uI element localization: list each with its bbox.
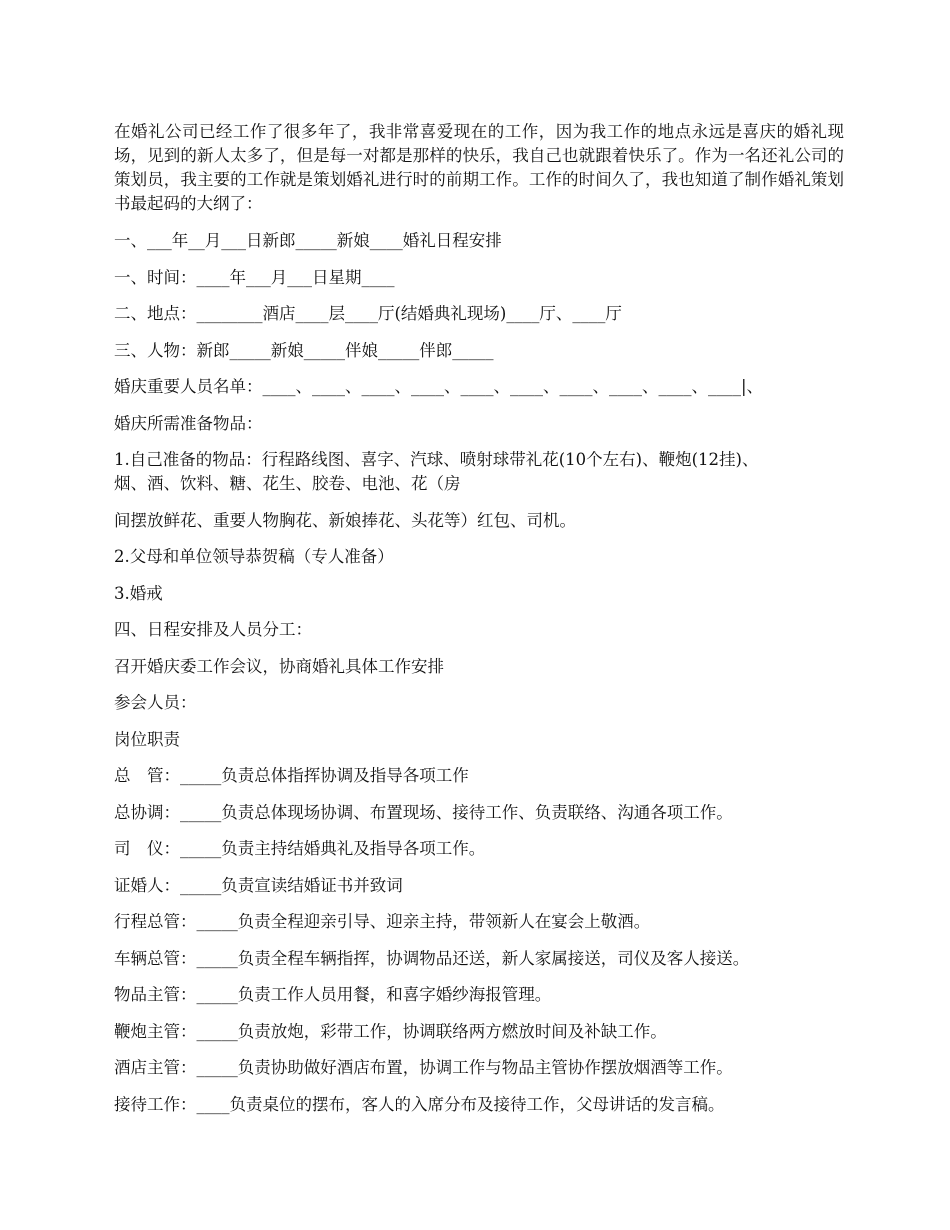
supplies-item-3: 3.婚戒 [114, 583, 163, 603]
supplies-item-1: 1.自己准备的物品：行程路线图、喜字、汽球、喷射球带礼花(10个左右)、鞭炮(12挂)、 [114, 450, 759, 469]
duty-firecracker-manager: 鞭炮主管：_____负责放炮，彩带工作，协调联络两方燃放时间及补缺工作。 [114, 1021, 667, 1041]
duty-host: 司 仪：_____负责主持结婚典礼及指导各项工作。 [114, 839, 486, 858]
time-line: 一、时间：____年___月___日星期____ [114, 267, 395, 287]
duty-witness: 证婚人：_____负责宣读结婚证书并致词 [114, 875, 403, 895]
document-page [114, 120, 844, 1129]
supplies-item-1-cont-2: 间摆放鲜花、重要人物胸花、新娘捧花、头花等）红包、司机。 [114, 510, 576, 530]
duty-hotel-manager: 酒店主管：_____负责协助做好酒店布置，协调工作与物品主管协作摆放烟酒等工作。 [114, 1058, 733, 1077]
duty-vehicle-manager: 车辆总管：_____负责全程车辆指挥，协调物品还送，新人家属接送，司仪及客人接送。 [114, 948, 750, 968]
duties-heading: 岗位职责 [114, 729, 180, 749]
meeting-line: 召开婚庆委工作会议，协商婚礼具体工作安排 [114, 656, 444, 676]
location-line: 二、地点：________酒店____层____厅(结婚典礼现场)____厅、____厅 [114, 304, 622, 323]
intro-paragraph: 在婚礼公司已经工作了很多年了，我非常喜爱现在的工作，因为我工作的地点永远是喜庆的婚礼现场，见到的新人太多了，但是每一对都是那样的快乐，我自己也就跟着快乐了。作为一名还礼公司的策划员，我主要的工作就是策划婚礼进行时的前期工作。工作的时间久了，我也知道了制作婚礼策划书最起码的大纲了： [114, 122, 844, 213]
people-line: 三、人物：新郎_____新娘_____伴娘_____伴郎_____ [114, 340, 494, 360]
section-four-heading: 四、日程安排及人员分工： [114, 620, 312, 639]
attendees-line: 参会人员： [114, 693, 197, 712]
duty-reception: 接待工作：____负责桌位的摆布，客人的入席分布及接待工作，父母讲话的发言稿。 [114, 1094, 725, 1114]
duty-supplies-manager: 物品主管：_____负责工作人员用餐，和喜字婚纱海报管理。 [114, 985, 552, 1004]
heading-schedule: 一、___年__月___日新郎_____新娘____婚礼日程安排 [114, 231, 502, 250]
key-personnel-line: 婚庆重要人员名单：____、____、____、____、____、____、____、____、____、____|、 [114, 377, 764, 396]
supplies-heading: 婚庆所需准备物品： [114, 413, 263, 433]
duty-itinerary-manager: 行程总管：_____负责全程迎亲引导、迎亲主持，带领新人在宴会上敬酒。 [114, 912, 651, 931]
supplies-item-1-cont: 烟、酒、饮料、糖、花生、胶卷、电池、花（房 [114, 474, 461, 493]
duty-general-manager: 总 管：_____负责总体指挥协调及指导各项工作 [114, 766, 469, 785]
duty-coordinator: 总协调：_____负责总体现场协调、布置现场、接待工作、负责联络、沟通各项工作。 [114, 802, 733, 822]
supplies-item-2: 2.父母和单位领导恭贺稿（专人准备） [114, 547, 394, 566]
